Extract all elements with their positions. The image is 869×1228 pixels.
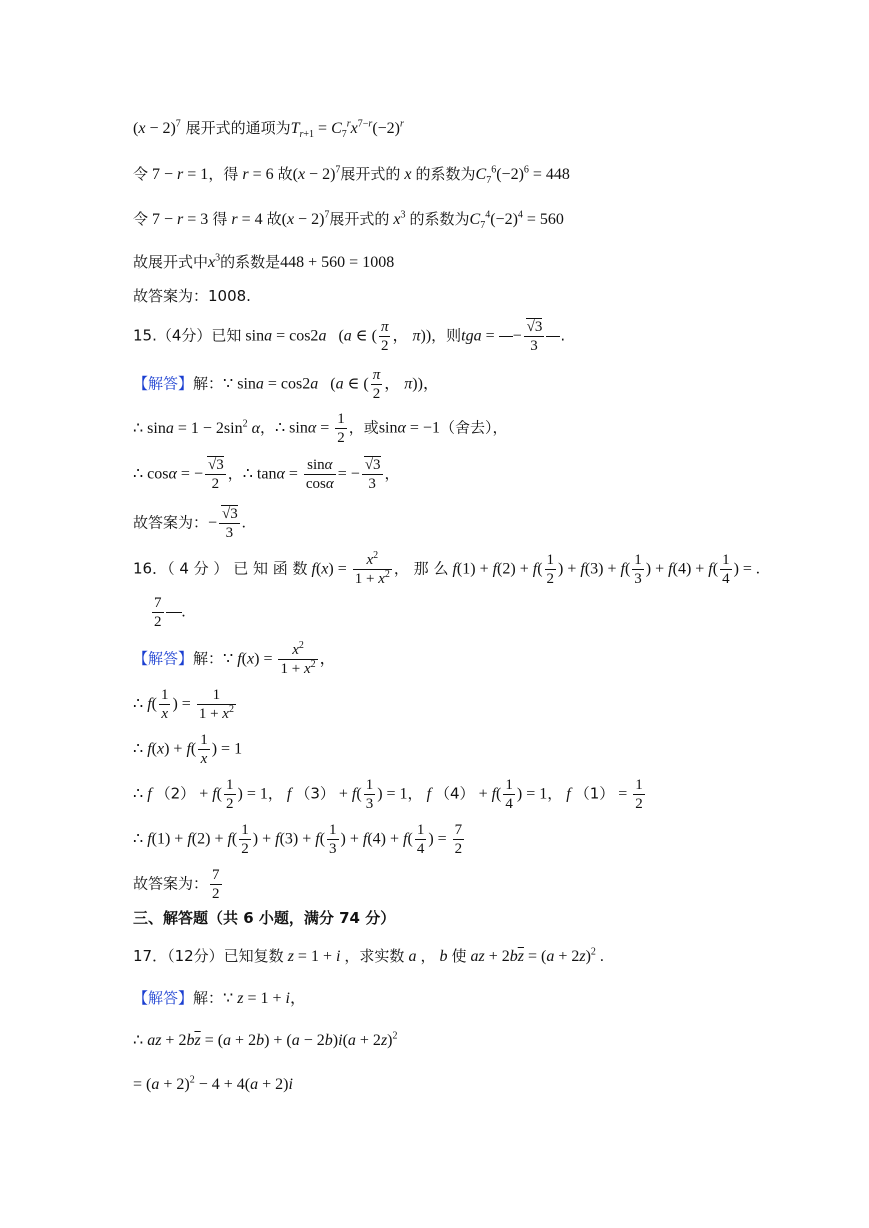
answer-15-cos-tan: ∴ cosα = − $\frac{√3}{2}$ ，∴ tanα = $\frac{\sin\alpha}{\cos\alpha}$ = − $\frac{√3}{3}$ ， — [133, 457, 400, 492]
answer-16-total: ∴ f(1) + f(2) + f( $\frac{1}{2}$ ) + f(3) + f( $\frac{1}{3}$ ) + f(4) + f( $\frac{1}{4}$ ) = $\frac{7}{2}$ — [133, 822, 463, 857]
answer-17-square: = $(a + 2)^2 - 4 + 4(a + 2)i$ — [133, 1074, 293, 1093]
answer-16-start: 【解答】解：∵ f(x) = $\frac{x^2}{1 + x^2}$ ， — [133, 640, 336, 677]
answer-16-final: 故答案为： $\frac{7}{2}$ — [133, 867, 220, 902]
answer-1008: 故答案为：1008. — [133, 287, 251, 305]
answer-17-start: 【解答】解：∵ z = 1 + i， — [133, 989, 306, 1007]
answer-16-f-recip: ∴ f( $\frac{1}{x}$ ) = $\frac{1}{1 + x^2}$ — [133, 687, 234, 722]
section-3-heading: 三、解答题（共 6 小题，满分 74 分） — [133, 909, 396, 927]
question-16-answer-blank: $\frac{7}{2}$ . — [154, 595, 186, 630]
answer-17-expand: ∴ az + $2b\overline{z} = (a + 2b) + (a - 2b)i(a + 2z)^2$ — [133, 1030, 398, 1049]
question-15: 15.（4分）已知 sina = cos2a (a ∈ ( $\frac{\pi}{2}$ ， π))，则tga = − $\frac{√3}{3}$ . — [133, 319, 566, 354]
answer-15-final: 故答案为：− $\frac{√3}{3}$ . — [133, 506, 246, 541]
total-coefficient-line: 故展开式中$x^3$的系数是448 + 560 = 1008 — [133, 252, 395, 271]
coefficient-x-line: 令 7 − r = 1，得 r = 6 故$(x - 2)^7$展开式的 x 的系数为$C_7^6(-2)^6 = 448$ — [133, 164, 570, 187]
binomial-general-term-line: $(x - 2)^7$ 展开式的通项为$T_{r+1} = C_7^rx^{7-r}(-2)^r$ — [133, 118, 404, 141]
answer-15-sin: ∴ $\sin a = 1 - 2\sin^2$ α，∴ sinα = $\frac{1}{2}$ ，或sinα = −1（舍去）， — [133, 411, 508, 446]
answer-16-pairs: ∴ f （2） + f( $\frac{1}{2}$ ) = 1， f （3） + f( $\frac{1}{3}$ ) = 1， f （4） + f( $\frac{1}{4}$ ) = 1， f （1） = $\frac{1}{2}$ — [133, 777, 643, 812]
answer-15-start: 【解答】解：∵ sina = cos2a (a ∈ ( $\frac{\pi}{2}$ ， π))， — [133, 367, 439, 402]
question-16: 16．（ 4 分 ） 已 知 函 数 f(x) = $\frac{x^2}{1 + x^2}$ ， 那 么 f(1) + f(2) + f( $\frac{1}{2}$ ) + f(3) + f( $\frac{1}{3}$ ) + f(4) + f( $\frac{1}{4}$ ) = . — [133, 550, 760, 587]
question-17: 17．（12分）已知复数 z = 1 + i ，求实数 a ， b 使 az + $2b\overline{z} = (a + 2z)^2$ . — [133, 946, 604, 965]
answer-16-sum-identity: ∴ f(x) + f( $\frac{1}{x}$ ) = 1 — [133, 732, 243, 767]
coefficient-x3-line: 令 7 − r = 3 得 r = 4 故$(x - 2)^7$展开式的 $x^3$ 的系数为$C_7^4(-2)^4 = 560$ — [133, 209, 564, 232]
